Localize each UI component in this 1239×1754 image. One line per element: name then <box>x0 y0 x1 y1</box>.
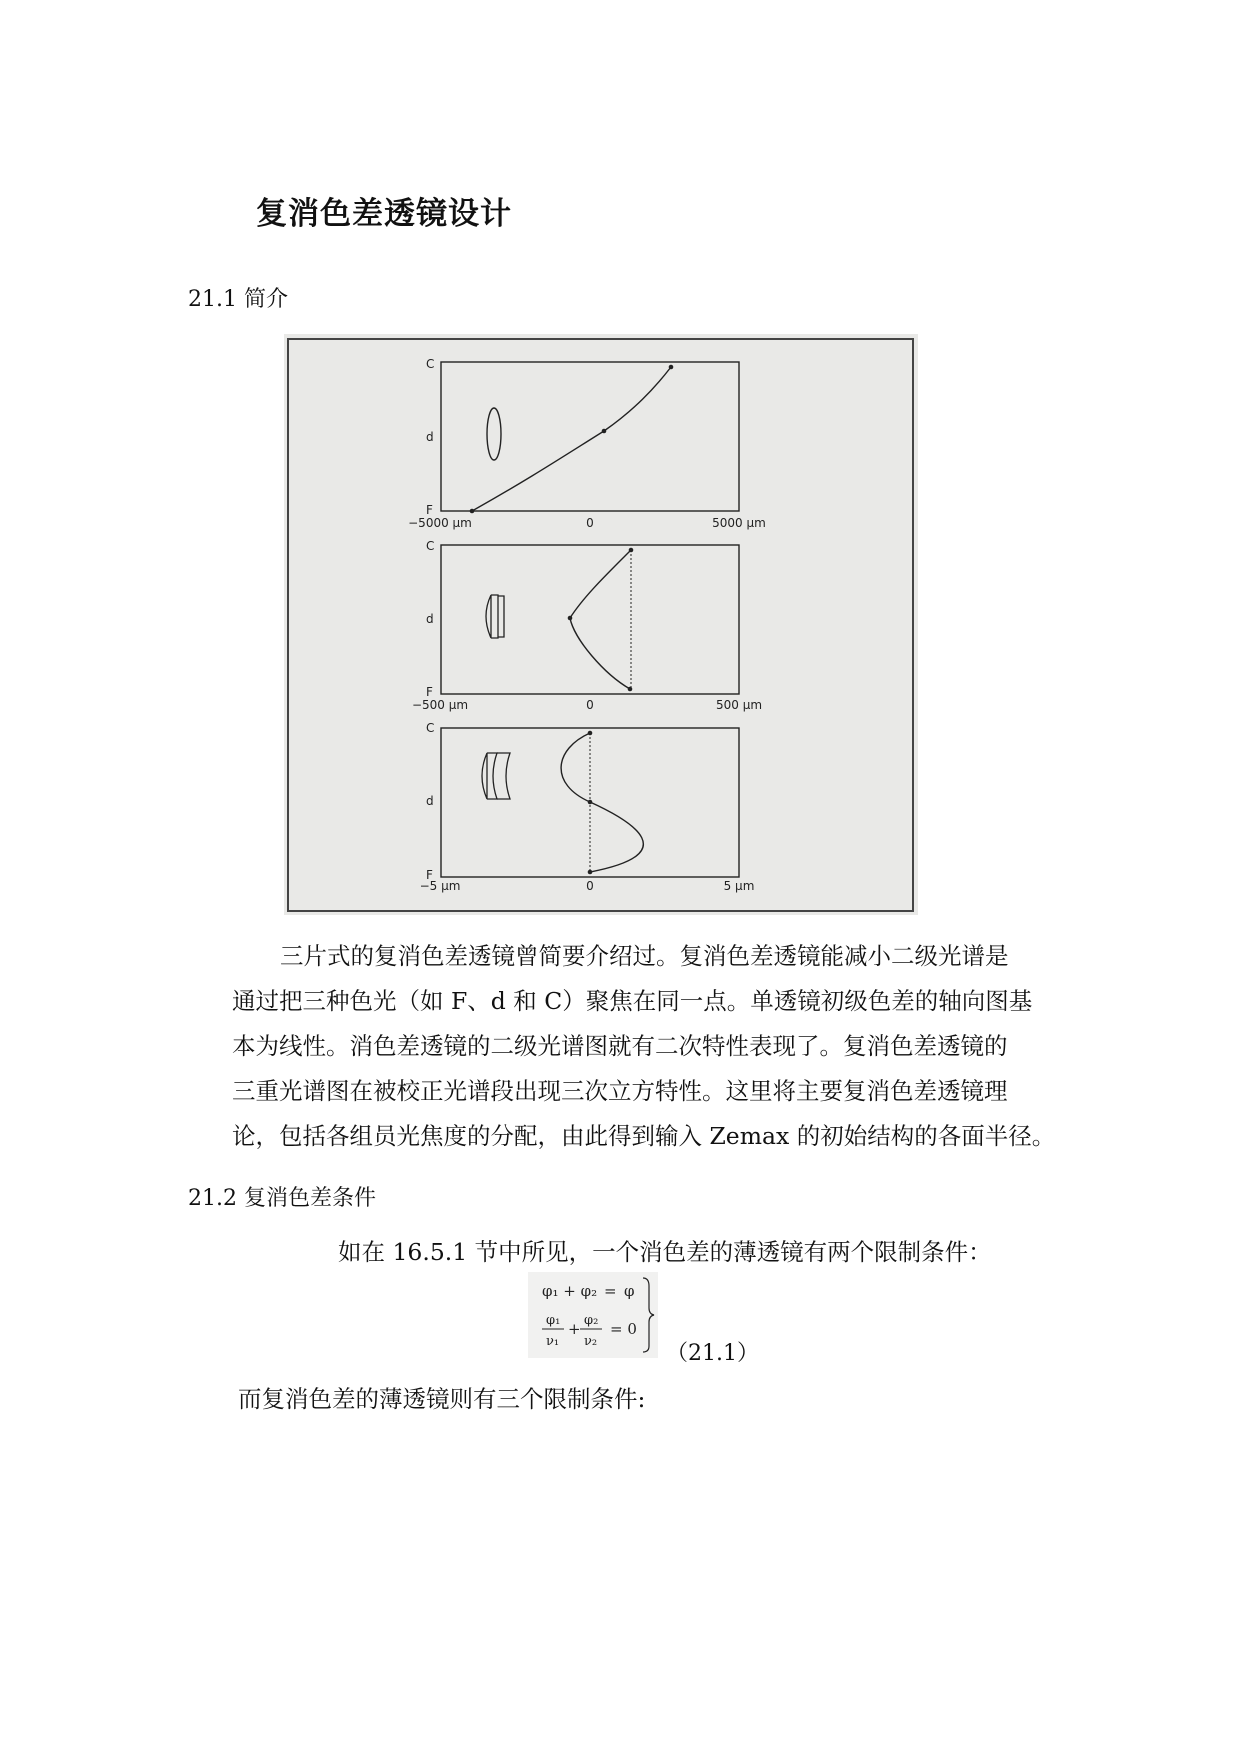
paragraph-intro <box>232 934 1056 1159</box>
paragraph-line: 三片式的复消色差透镜曾简要介绍过。复消色差透镜能减小二级光谱是 <box>280 942 1009 970</box>
panel2-label-d: d <box>426 612 434 626</box>
eq-line1-right: φ <box>624 1282 635 1300</box>
eq-plus: + <box>568 1320 581 1338</box>
eq-brace <box>643 1278 654 1352</box>
figure-frame <box>288 339 913 911</box>
panel3-tick-right: 5 µm <box>723 879 755 893</box>
panel1-tick-right: 5000 µm <box>712 516 766 530</box>
panel1-label-d: d <box>426 430 434 444</box>
panel3-tick-left: −5 µm <box>419 879 461 893</box>
panel2-tick-right: 500 µm <box>715 698 763 712</box>
eq-frac2-denominator: ν₂ <box>584 1334 598 1349</box>
section-heading-conditions: 21.2 复消色差条件 <box>188 1186 376 1211</box>
section-heading-intro: 21.1 简介 <box>188 287 288 312</box>
equation-number: （21.1） <box>666 1341 759 1366</box>
paragraph-achromat-conditions: 如在 16.5.1 节中所见，一个消色差的薄透镜有两个限制条件： <box>338 1238 992 1266</box>
eq-line1-equals: = <box>604 1282 617 1300</box>
panel3-curve <box>561 733 643 872</box>
triplet-lens-icon <box>482 753 510 799</box>
figure-axial-color <box>284 334 918 915</box>
panel1-label-f: F <box>426 503 433 517</box>
panel-3 <box>420 721 755 893</box>
eq-frac1-numerator: φ₁ <box>546 1313 561 1328</box>
eq-line2-equals: = 0 <box>610 1320 637 1338</box>
panel1-tick-left: −5000 µm <box>408 516 472 530</box>
panel3-label-c: C <box>426 721 435 735</box>
page-title: 复消色差透镜设计 <box>256 196 512 232</box>
paragraph-line: 论，包括各组员光焦度的分配，由此得到输入 Zemax 的初始结构的各面半径。 <box>232 1122 1056 1150</box>
panel3-label-d: d <box>426 794 434 808</box>
panel3-label-f: F <box>426 868 433 882</box>
paragraph-line: 三重光谱图在被校正光谱段出现三次立方特性。这里将主要复消色差透镜理 <box>232 1077 1008 1105</box>
panel-1 <box>408 357 766 530</box>
eq-frac1-denominator: ν₁ <box>546 1334 560 1349</box>
panel2-label-f: F <box>426 685 433 699</box>
equation-svg <box>528 1272 658 1358</box>
equation-21-1 <box>528 1272 658 1358</box>
figure-svg <box>284 334 918 915</box>
eq-frac2-numerator: φ₂ <box>584 1313 599 1328</box>
panel1-label-c: C <box>426 357 435 371</box>
panel2-curve <box>570 550 631 689</box>
panel1-tick-mid: 0 <box>586 516 594 530</box>
panel2-tick-mid: 0 <box>586 698 594 712</box>
panel3-tick-mid: 0 <box>586 879 594 893</box>
panel1-curve <box>472 367 671 511</box>
paragraph-line: 本为线性。消色差透镜的二级光谱图就有二次特性表现了。复消色差透镜的 <box>232 1032 1008 1060</box>
doublet-lens-icon <box>486 595 504 638</box>
panel2-label-c: C <box>426 539 435 553</box>
paragraph-line: 通过把三种色光（如 F、d 和 C）聚焦在同一点。单透镜初级色差的轴向图基 <box>232 987 1033 1015</box>
singlet-lens-icon <box>487 408 501 460</box>
panel2-tick-left: −500 µm <box>411 698 469 712</box>
paragraph-apochromat-conditions: 而复消色差的薄透镜则有三个限制条件: <box>238 1385 646 1413</box>
eq-line1-left: φ₁ + φ₂ <box>542 1282 598 1300</box>
panel-2 <box>412 539 762 712</box>
